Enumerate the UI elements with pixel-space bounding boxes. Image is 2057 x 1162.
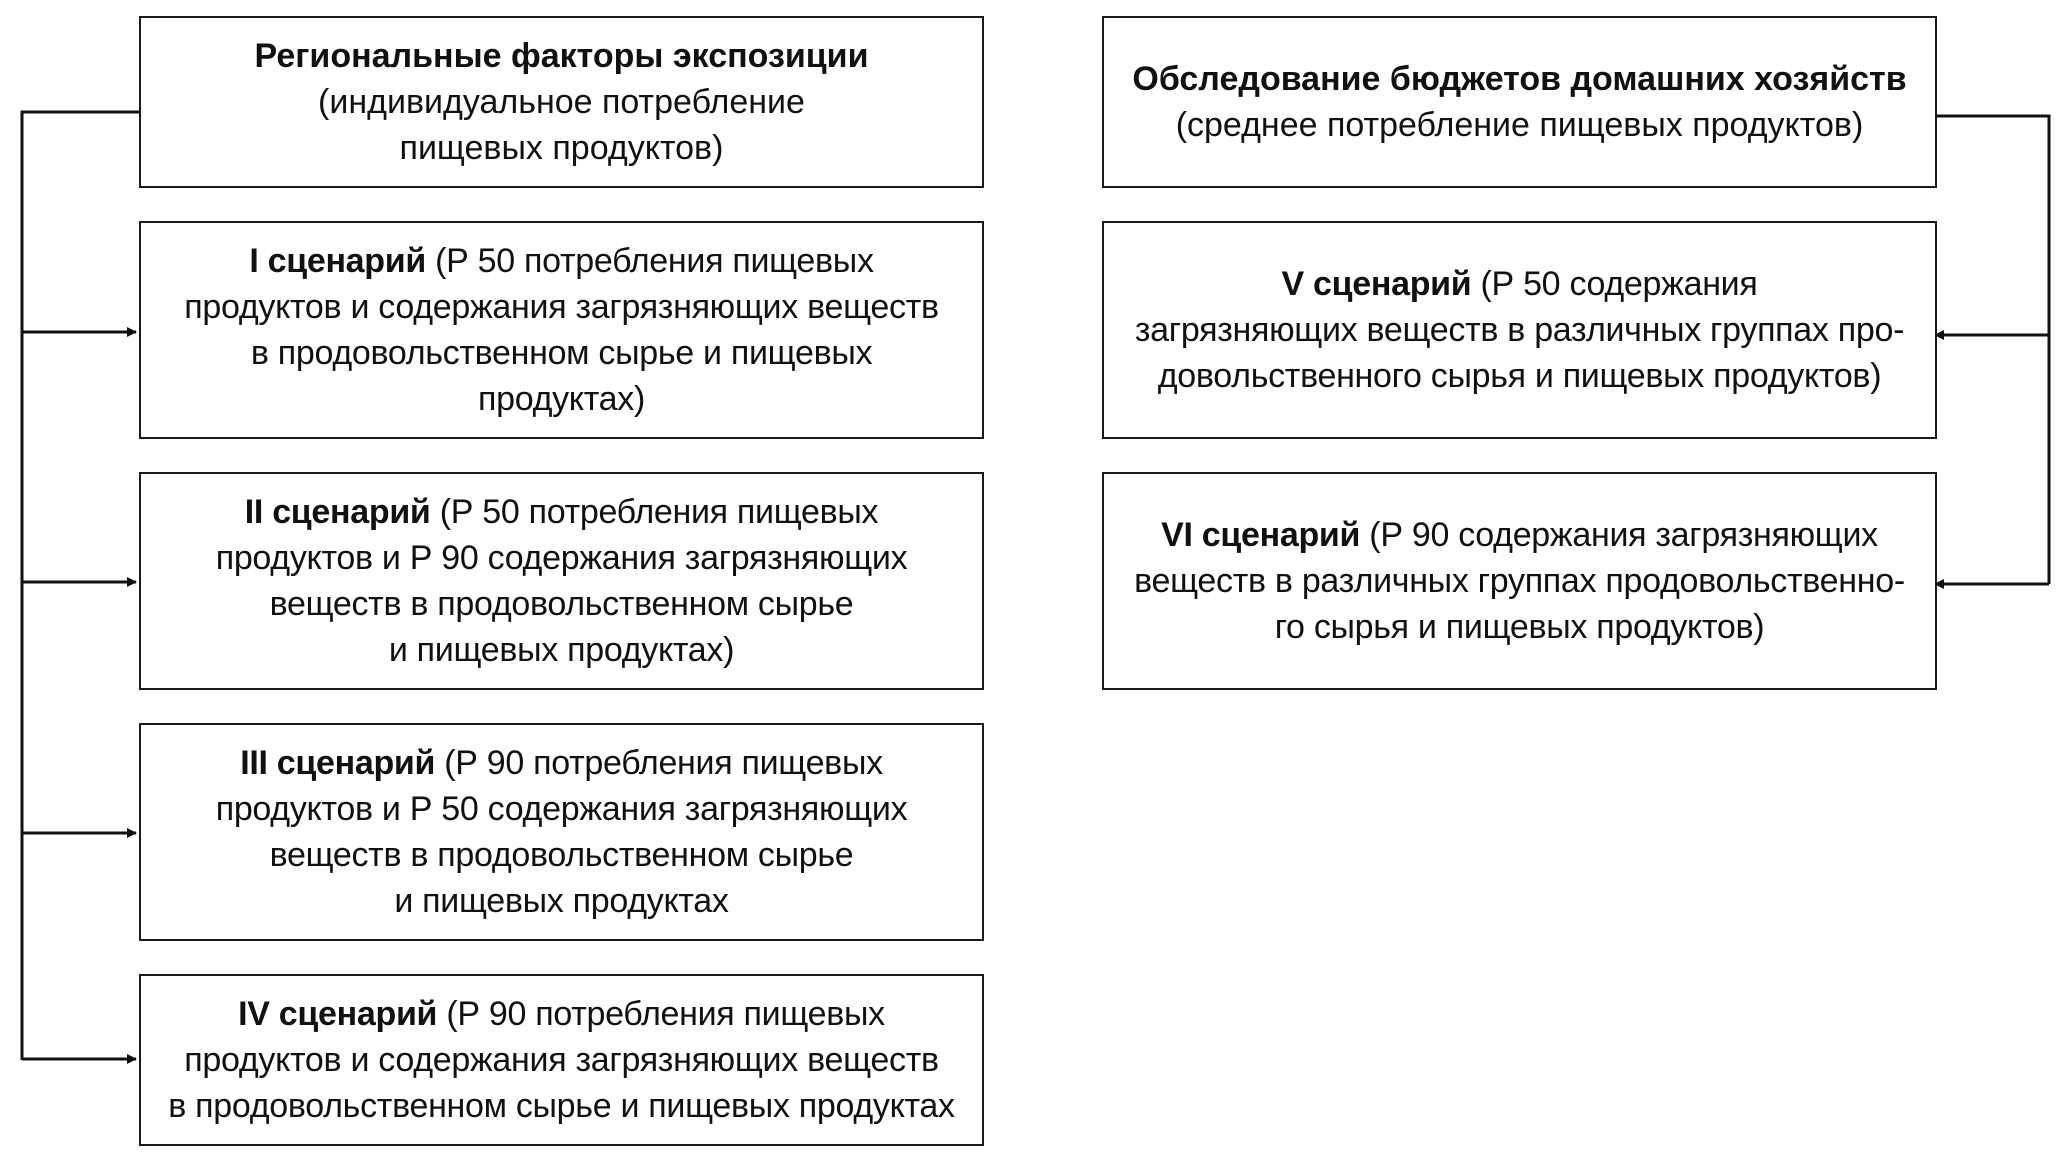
scenario-3-box (139, 723, 984, 941)
scenario-6-text-1: (Р 90 содержания загрязняющих (1369, 516, 1878, 554)
scenario-2-name: II сценарий (244, 493, 431, 531)
scenario-4-text-3: в продовольственном сырье и пищевых продуктах (168, 1087, 955, 1125)
scenario-4-text-1: (Р 90 потребления пищевых (446, 995, 885, 1033)
regional-exposure-factors-line-1: (индивидуальное потребление (318, 83, 805, 121)
scenario-4-name: IV сценарий (238, 995, 438, 1033)
scenario-5-text-2: загрязняющих веществ в различных группах про- (1134, 311, 1905, 349)
scenario-3-text-1: (Р 90 потребления пищевых (444, 744, 883, 782)
scenario-3-text-3: веществ в продовольственном сырье (269, 836, 854, 874)
scenario-6-text-2: веществ в различных группах продовольственно- (1134, 562, 1905, 600)
scenario-1-box (139, 221, 984, 439)
scenario-5-text-1: (Р 50 содержания (1480, 265, 1758, 303)
household-budget-survey-title: Обследование бюджетов домашних хозяйств (1132, 60, 1907, 98)
scenario-1-text-1: (Р 50 потребления пищевых (435, 242, 874, 280)
scenario-6-name: VI сценарий (1161, 516, 1361, 554)
left-bracket-line (22, 112, 139, 1060)
scenario-3-text-4: и пищевых продуктах (394, 882, 729, 920)
scenario-5-box (1102, 221, 1937, 439)
scenario-2-text-4: и пищевых продуктах) (388, 631, 735, 669)
scenario-2-text-3: веществ в продовольственном сырье (269, 585, 854, 623)
scenario-1-text-2: продуктов и содержания загрязняющих веществ (184, 288, 939, 326)
scenario-1-name: I сценарий (249, 242, 426, 280)
scenario-3-text-2: продуктов и Р 50 содержания загрязняющих (215, 790, 908, 828)
household-budget-survey-line-1: (среднее потребление пищевых продуктов) (1175, 106, 1864, 144)
regional-exposure-factors-title: Региональные факторы экспозиции (254, 37, 869, 75)
scenario-4-box (139, 974, 984, 1146)
scenario-2-box (139, 472, 984, 690)
scenario-2-text-2: продуктов и Р 90 содержания загрязняющих (215, 539, 908, 577)
scenario-6-text-3: го сырья и пищевых продуктов) (1274, 608, 1765, 646)
right-bracket-line (1932, 116, 2049, 584)
scenario-1-text-4: продуктах) (477, 380, 645, 418)
scenario-1-text-3: в продовольственном сырье и пищевых (250, 334, 873, 372)
scenario-5-text-3: довольственного сырья и пищевых продуктов) (1157, 357, 1882, 395)
regional-exposure-factors-line-2: пищевых продуктов) (399, 129, 724, 167)
scenario-2-text-1: (Р 50 потребления пищевых (439, 493, 879, 531)
household-budget-survey-box (1102, 16, 1937, 188)
scenario-4-text-2: продуктов и содержания загрязняющих веществ (184, 1041, 939, 1079)
scenario-6-box (1102, 472, 1937, 690)
scenario-3-name: III сценарий (240, 744, 436, 782)
scenario-5-name: V сценарий (1281, 265, 1472, 303)
regional-exposure-factors-box (139, 16, 984, 188)
